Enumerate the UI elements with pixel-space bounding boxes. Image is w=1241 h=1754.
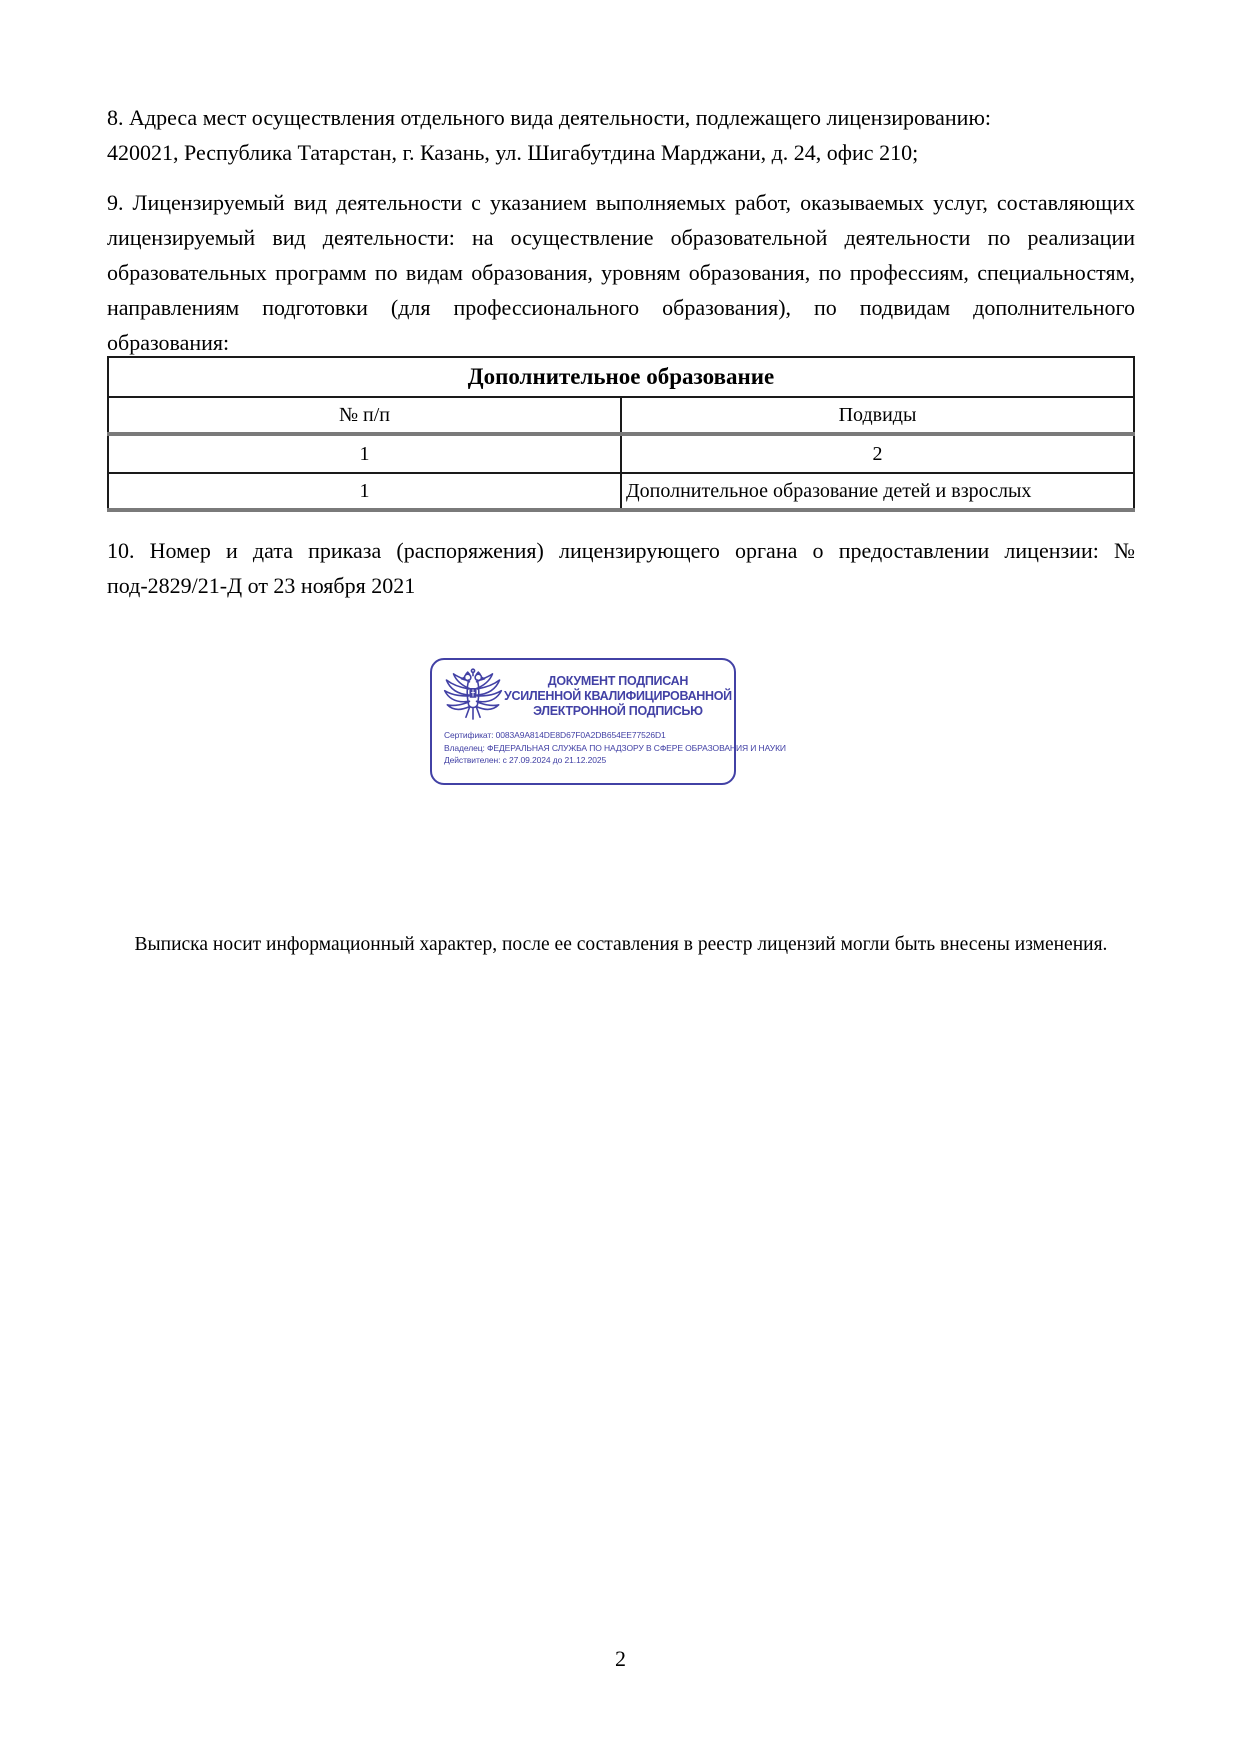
table-title-row [108, 357, 1134, 397]
russian-coat-of-arms-icon [442, 667, 504, 725]
numbering-cell-2: 2 [621, 434, 1134, 473]
additional-education-table [107, 356, 1135, 512]
row-number-cell: 1 [359, 479, 370, 502]
table-title: Дополнительное образование [108, 357, 1134, 397]
stamp-validity: Действителен: с 27.09.2024 до 21.12.2025 [444, 755, 607, 765]
stamp-header [432, 660, 734, 725]
page-number: 2 [615, 1646, 626, 1671]
stamp-title-line2: УСИЛЕННОЙ КВАЛИФИЦИРОВАННОЙ [504, 688, 732, 703]
footer-note: Выписка носит информационный характер, после ее составления в реестр лицензий могли быть внесены изменения. [134, 934, 1108, 955]
section-8-line2: 420021, Республика Татарстан, г. Казань, ул. Шигабутдина Марджани, д. 24, офис 210; [107, 140, 919, 165]
section-9-licensed-activity: 9. Лицензируемый вид деятельности с указанием выполняемых работ, оказываемых услуг, составляющих лицензируемый вид деятельности: на осуществление образовательной деятельности по реализации образовательных программ по видам образования, уровням образования, по профессиям, специальностям, направлениям подготовки (для профессионального образования), по подвидам дополнительного образования: [107, 190, 1135, 355]
table-numbering-row [108, 434, 1134, 473]
section-8-line1: 8. Адреса мест осуществления отдельного вида деятельности, подлежащего лицензированию: [107, 105, 991, 130]
stamp-title-line3: ЭЛЕКТРОННОЙ ПОДПИСЬЮ [533, 703, 703, 718]
stamp-title-line1: ДОКУМЕНТ ПОДПИСАН [547, 673, 689, 688]
stamp-title [504, 674, 732, 719]
row-subtype-cell: Дополнительное образование детей и взрослых [621, 473, 1134, 510]
stamp-certificate: Сертификат: 0083A9A814DE8D67F0A2DB654EE77526D1 [444, 730, 666, 740]
numbering-cell-1: 1 [108, 434, 621, 473]
digital-signature-stamp [430, 658, 786, 785]
table-row [108, 473, 1134, 510]
stamp-details [432, 725, 786, 767]
stamp-owner: Владелец: ФЕДЕРАЛЬНАЯ СЛУЖБА ПО НАДЗОРУ В СФЕРЕ ОБРАЗОВАНИЯ И НАУКИ [444, 742, 786, 753]
section-8-addresses [107, 100, 1135, 170]
column-header-number: № п/п [108, 397, 621, 434]
table-header-row [108, 397, 1134, 434]
section-10-order-number: 10. Номер и дата приказа (распоряжения) лицензирующего органа о предоставлении лицензии: № под-2829/21-Д от 23 ноября 2021 [107, 538, 1135, 598]
column-header-subtypes: Подвиды [621, 397, 1134, 434]
